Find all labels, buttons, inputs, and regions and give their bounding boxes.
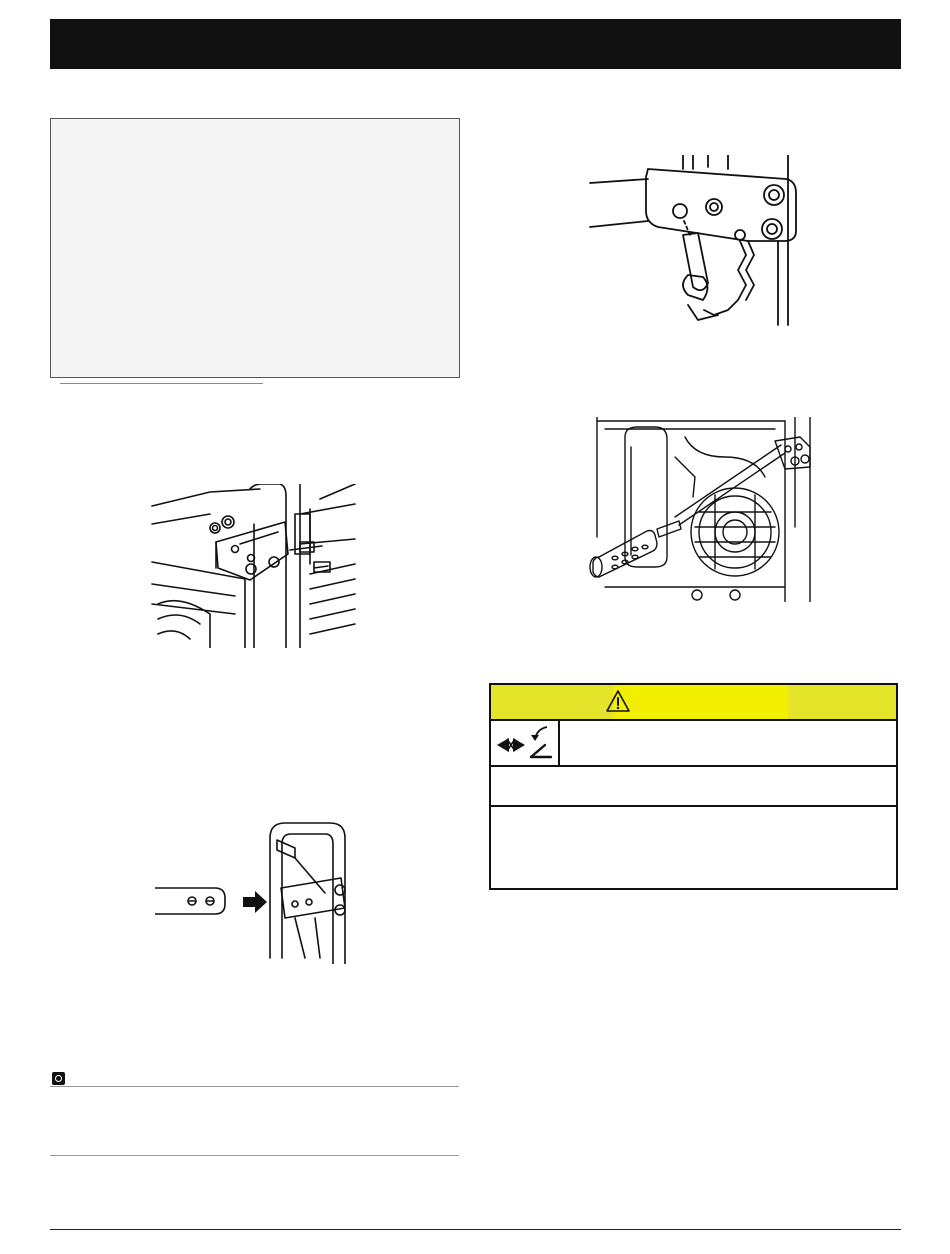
caution-text-row — [491, 767, 896, 807]
caution-box — [489, 683, 898, 890]
footer-rule — [50, 1229, 901, 1230]
insert-arrow-icon — [243, 891, 267, 913]
lock-pin-diagram — [588, 155, 800, 329]
bracket-bolts-diagram — [150, 484, 360, 648]
bracket-install-figure — [150, 484, 360, 648]
caution-header — [491, 685, 896, 721]
handle-mounted-diagram — [585, 417, 815, 602]
info-icon — [52, 1072, 65, 1085]
handle-insert-diagram — [155, 818, 355, 964]
crush-hazard-icon — [491, 721, 558, 765]
info-note-top-rule — [50, 1086, 459, 1087]
handle-insert-figure — [155, 818, 355, 964]
info-note-bottom-rule — [50, 1155, 459, 1156]
section-divider — [60, 383, 263, 384]
caution-hazard-icon-cell — [491, 721, 560, 765]
handle-mounted-figure — [585, 417, 815, 602]
caution-header-accent — [613, 685, 788, 719]
page-header-bar — [50, 19, 901, 69]
warning-triangle-icon — [605, 689, 631, 713]
lock-pin-figure — [588, 155, 800, 329]
caution-hazard-row — [491, 721, 896, 767]
notice-box — [50, 118, 460, 378]
